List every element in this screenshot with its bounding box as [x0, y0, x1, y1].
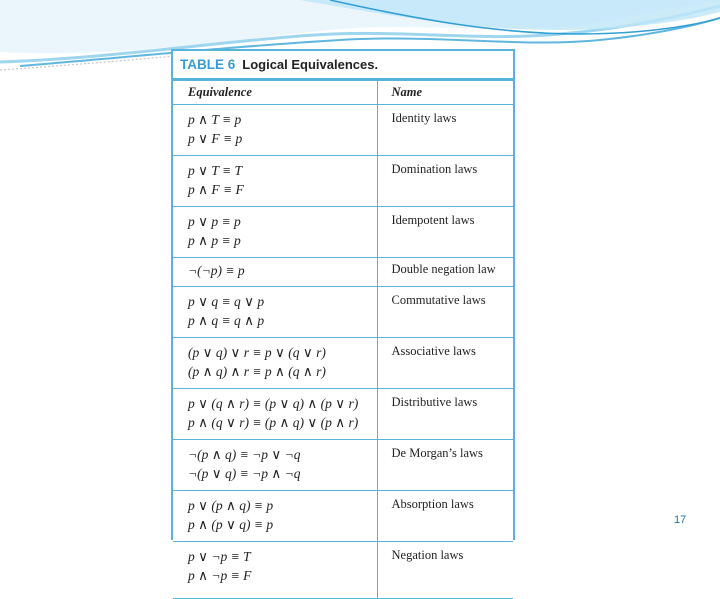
equivalence-cell — [173, 156, 377, 207]
equivalence-line: ¬(p ∨ q) ≡ ¬p ∧ ¬q — [188, 466, 301, 481]
table-caption — [173, 51, 513, 80]
law-name: Identity laws — [377, 105, 513, 156]
equivalence-line: (p ∧ q) ∧ r ≡ p ∧ (q ∧ r) — [188, 364, 326, 379]
equivalence-line: p ∧ q ≡ q ∧ p — [188, 313, 265, 328]
equivalence-line: ¬(p ∧ q) ≡ ¬p ∨ ¬q — [188, 447, 301, 462]
equivalence-cell — [173, 440, 377, 491]
equivalence-line: p ∨ T ≡ T — [188, 163, 243, 178]
law-name: Associative laws — [377, 338, 513, 389]
header-name: Name — [377, 81, 513, 105]
table-row — [173, 105, 513, 156]
equivalence-line: (p ∨ q) ∨ r ≡ p ∨ (q ∨ r) — [188, 345, 326, 360]
equivalence-line: p ∨ q ≡ q ∨ p — [188, 294, 265, 309]
equivalence-line: ¬(¬p) ≡ p — [188, 263, 245, 278]
equivalence-line: p ∧ ¬p ≡ F — [188, 568, 252, 583]
law-name: Double negation law — [377, 258, 513, 287]
table-number: TABLE 6 — [180, 57, 236, 72]
equivalence-line: p ∧ F ≡ F — [188, 182, 244, 197]
table-row — [173, 287, 513, 338]
table-row — [173, 156, 513, 207]
equivalence-line: p ∨ F ≡ p — [188, 131, 243, 146]
equivalence-table — [173, 80, 513, 599]
table-row — [173, 338, 513, 389]
logical-equivalences-table — [171, 49, 515, 583]
equivalence-cell — [173, 258, 377, 287]
equivalence-line: p ∨ (p ∧ q) ≡ p — [188, 498, 274, 513]
equivalence-line: p ∧ (q ∨ r) ≡ (p ∧ q) ∨ (p ∧ r) — [188, 415, 359, 430]
table-title: Logical Equivalences. — [242, 57, 379, 72]
equivalence-line: p ∧ (p ∨ q) ≡ p — [188, 517, 274, 532]
equivalence-cell — [173, 287, 377, 338]
equivalence-cell — [173, 491, 377, 542]
equivalence-line: p ∧ p ≡ p — [188, 233, 241, 248]
equivalence-cell — [173, 542, 377, 599]
table-row — [173, 389, 513, 440]
equivalence-cell — [173, 207, 377, 258]
equivalence-line: p ∧ T ≡ p — [188, 112, 242, 127]
equivalence-line: p ∨ (q ∧ r) ≡ (p ∨ q) ∧ (p ∨ r) — [188, 396, 359, 411]
law-name: Negation laws — [377, 542, 513, 599]
equivalence-line: p ∨ ¬p ≡ T — [188, 549, 251, 564]
page-number: 17 — [674, 514, 687, 526]
equivalence-cell — [173, 105, 377, 156]
equivalence-cell — [173, 338, 377, 389]
table-row — [173, 207, 513, 258]
table-row — [173, 491, 513, 542]
equivalence-line: p ∨ p ≡ p — [188, 214, 241, 229]
law-name: Idempotent laws — [377, 207, 513, 258]
table-row — [173, 440, 513, 491]
table-row — [173, 258, 513, 287]
law-name: Commutative laws — [377, 287, 513, 338]
equivalence-cell — [173, 389, 377, 440]
law-name: De Morgan’s laws — [377, 440, 513, 491]
law-name: Distributive laws — [377, 389, 513, 440]
law-name: Domination laws — [377, 156, 513, 207]
header-equivalence: Equivalence — [173, 81, 377, 105]
law-name: Absorption laws — [377, 491, 513, 542]
table-row — [173, 542, 513, 599]
